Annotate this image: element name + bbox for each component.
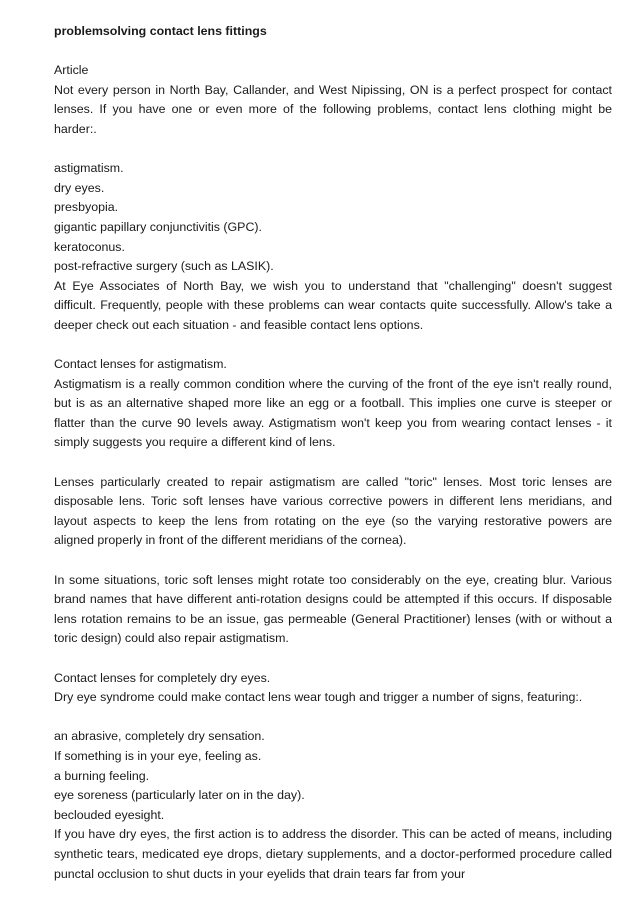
problems-list <box>54 159 612 277</box>
astigmatism-paragraph-3: In some situations, toric soft lenses might rotate too considerably on the eye, creating blur. Various brand names that have different anti-rotation designs could be attempted if this occurs. If disposable lens rotation remains to be an issue, gas permeable (General Practitioner) lenses (with or without a toric design) could also repair astigmatism. <box>54 572 612 646</box>
article-label: Article <box>54 63 89 78</box>
list-item: keratoconus. <box>54 239 125 254</box>
eye-associates-paragraph: At Eye Associates of North Bay, we wish you to understand that "challenging" doesn't suggest difficult. Frequently, people with these problems can wear contacts quite successfully. Allow's take a deeper check out each situation - and feasible contact lens options. <box>54 278 612 332</box>
list-item: beclouded eyesight. <box>54 807 165 822</box>
dry-eyes-paragraph-2: If you have dry eyes, the first action is to address the disorder. This can be acted of means, including synthetic tears, medicated eye drops, dietary supplements, and a doctor-performed procedure called punctal occlusion to shut ducts in your eyelids that drain tears far from your <box>54 827 612 881</box>
spacer <box>54 453 612 473</box>
list-item: astigmatism. <box>54 161 124 176</box>
intro-paragraph: Not every person in North Bay, Callander, and West Nipissing, ON is a perfect prospect for contact lenses. If you have one or even more of the following problems, contact lens clothing might be harder:. <box>54 82 612 136</box>
document-page <box>54 22 612 884</box>
dry-eyes-heading: Contact lenses for completely dry eyes. <box>54 670 271 685</box>
astigmatism-heading: Contact lenses for astigmatism. <box>54 357 227 372</box>
document-title: problemsolving contact lens fittings <box>54 24 267 38</box>
list-item: post-refractive surgery (such as LASIK). <box>54 259 274 274</box>
spacer <box>54 140 612 160</box>
dry-eyes-paragraph-1: Dry eye syndrome could make contact lens wear tough and trigger a number of signs, featuring:. <box>54 690 583 705</box>
list-item: dry eyes. <box>54 180 105 195</box>
list-item: gigantic papillary conjunctivitis (GPC). <box>54 219 262 234</box>
spacer <box>54 649 612 669</box>
astigmatism-paragraph-2: Lenses particularly created to repair astigmatism are called "toric" lenses. Most toric lenses are disposable lens. Toric soft lenses have various corrective powers in different lens meridians, and layout aspects to keep the lens from rotating on the eye (so the varying restorative powers are aligned properly in front of the different meridians of the cornea). <box>54 474 612 548</box>
list-item: an abrasive, completely dry sensation. <box>54 729 265 744</box>
spacer <box>54 551 612 571</box>
spacer <box>54 336 612 356</box>
list-item: If something is in your eye, feeling as. <box>54 748 262 763</box>
list-item: eye soreness (particularly later on in the day). <box>54 788 305 803</box>
list-item: presbyopia. <box>54 200 119 215</box>
list-item: a burning feeling. <box>54 768 150 783</box>
symptoms-list <box>54 727 612 825</box>
spacer <box>54 708 612 728</box>
astigmatism-paragraph-1: Astigmatism is a really common condition where the curving of the front of the eye isn't really round, but is as an alternative shaped more like an egg or a football. This implies one curve is steeper or flatter than the curve 90 levels away. Astigmatism won't keep you from wearing contact lenses - it simply suggests you require a different kind of lens. <box>54 376 612 450</box>
